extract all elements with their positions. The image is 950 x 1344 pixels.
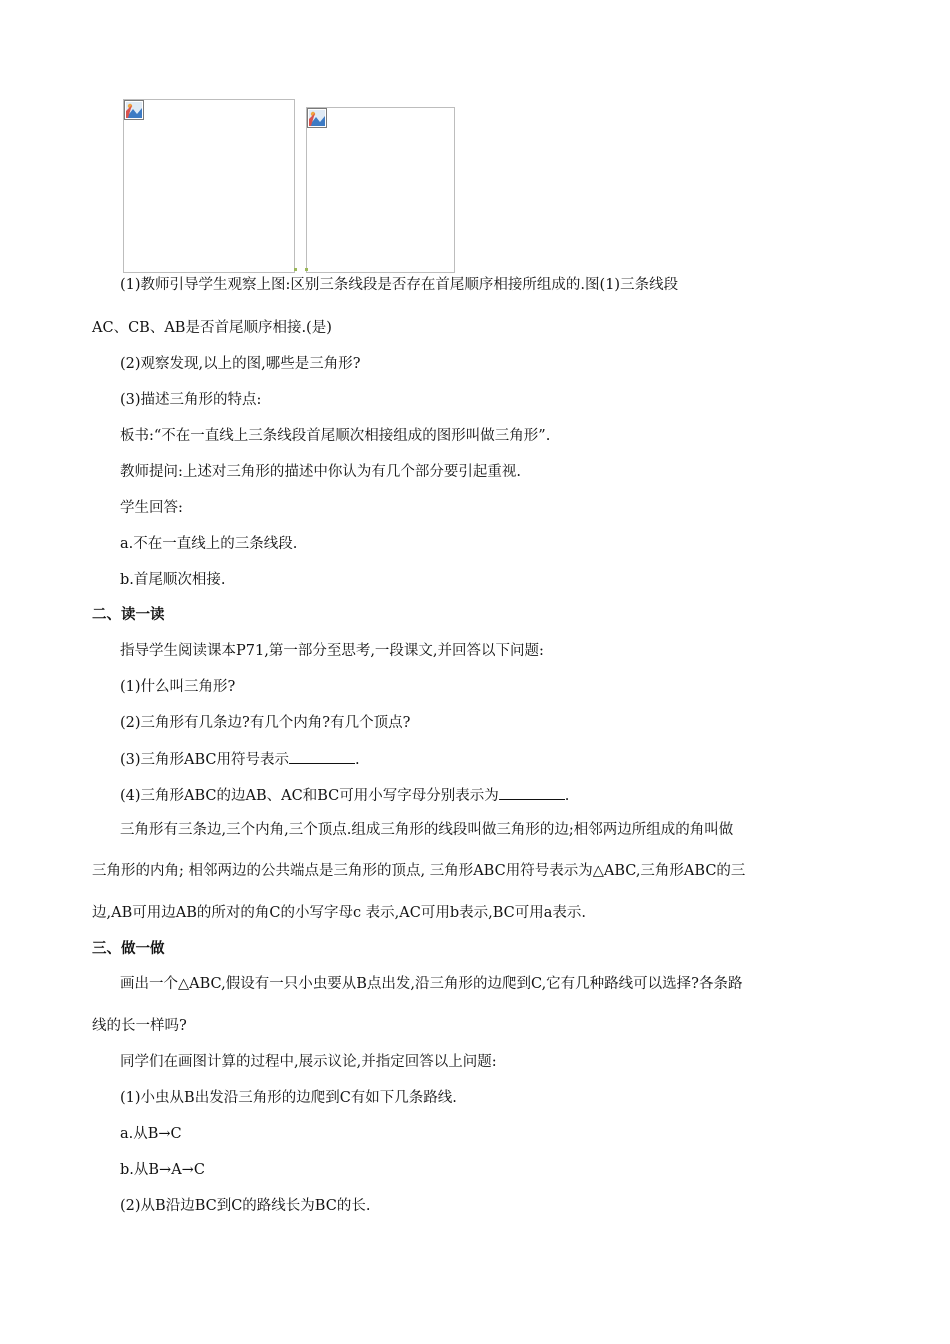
question-line bbox=[120, 785, 569, 806]
paragraph-line: 边,AB可用边AB的所对的角C的小写字母c 表示,AC可用b表示,BC可用a表示. bbox=[92, 905, 587, 921]
answer-blank bbox=[499, 785, 565, 800]
paragraph-line: (1)教师引导学生观察上图:区别三条线段是否存在首尾顺序相接所组成的.图(1)三条线段 bbox=[120, 277, 679, 293]
anchor-mark bbox=[294, 268, 297, 271]
paragraph-line: b.从B→A→C bbox=[120, 1162, 205, 1178]
question-text: (3)三角形ABC用符号表示 bbox=[120, 752, 290, 768]
paragraph-line: (2)三角形有几条边?有几个内角?有几个顶点? bbox=[120, 715, 411, 731]
paragraph-line: 教师提问:上述对三角形的描述中你认为有几个部分要引起重视. bbox=[120, 464, 521, 480]
paragraph-line: (2)从B沿边BC到C的路线长为BC的长. bbox=[120, 1198, 371, 1214]
paragraph-line: 板书:“不在一直线上三条线段首尾顺次相接组成的图形叫做三角形”. bbox=[120, 428, 551, 444]
broken-image-icon bbox=[307, 108, 327, 128]
paragraph-line: 画出一个△ABC,假设有一只小虫要从B点出发,沿三角形的边爬到C,它有几种路线可以选择?各条路 bbox=[120, 976, 743, 992]
anchor-mark bbox=[305, 268, 308, 271]
section-heading: 二、读一读 bbox=[92, 607, 165, 623]
paragraph-line: (1)小虫从B出发沿三角形的边爬到C有如下几条路线. bbox=[120, 1090, 457, 1106]
paragraph-line: 线的长一样吗? bbox=[92, 1018, 187, 1034]
paragraph-line: b.首尾顺次相接. bbox=[120, 572, 226, 588]
paragraph-line: 学生回答: bbox=[120, 500, 183, 516]
section-heading: 三、做一做 bbox=[92, 941, 165, 957]
paragraph-line: 三角形有三条边,三个内角,三个顶点.组成三角形的线段叫做三角形的边;相邻两边所组成的角叫做 bbox=[120, 822, 734, 838]
paragraph-line: 三角形的内角; 相邻两边的公共端点是三角形的顶点, 三角形ABC用符号表示为△ABC,三角形ABC的三 bbox=[92, 863, 746, 879]
question-end: . bbox=[355, 752, 360, 768]
paragraph-line: a.不在一直线上的三条线段. bbox=[120, 536, 298, 552]
figure-1 bbox=[123, 99, 295, 273]
broken-image-icon bbox=[124, 100, 144, 120]
question-end: . bbox=[564, 788, 570, 804]
paragraph-line: (1)什么叫三角形? bbox=[120, 679, 236, 695]
paragraph-line: (2)观察发现,以上的图,哪些是三角形? bbox=[120, 356, 361, 372]
paragraph-line: a.从B→C bbox=[120, 1126, 182, 1142]
paragraph-line: 指导学生阅读课本P71,第一部分至思考,一段课文,并回答以下问题: bbox=[120, 643, 544, 659]
figure-2 bbox=[306, 107, 455, 273]
paragraph-line: (3)描述三角形的特点: bbox=[120, 392, 262, 408]
question-line bbox=[120, 749, 360, 770]
paragraph-line: AC、CB、AB是否首尾顺序相接.(是) bbox=[92, 320, 332, 336]
question-text: (4)三角形ABC的边AB、AC和BC可用小写字母分别表示为 bbox=[120, 788, 499, 804]
answer-blank bbox=[289, 749, 355, 764]
paragraph-line: 同学们在画图计算的过程中,展示议论,并指定回答以上问题: bbox=[120, 1054, 497, 1070]
